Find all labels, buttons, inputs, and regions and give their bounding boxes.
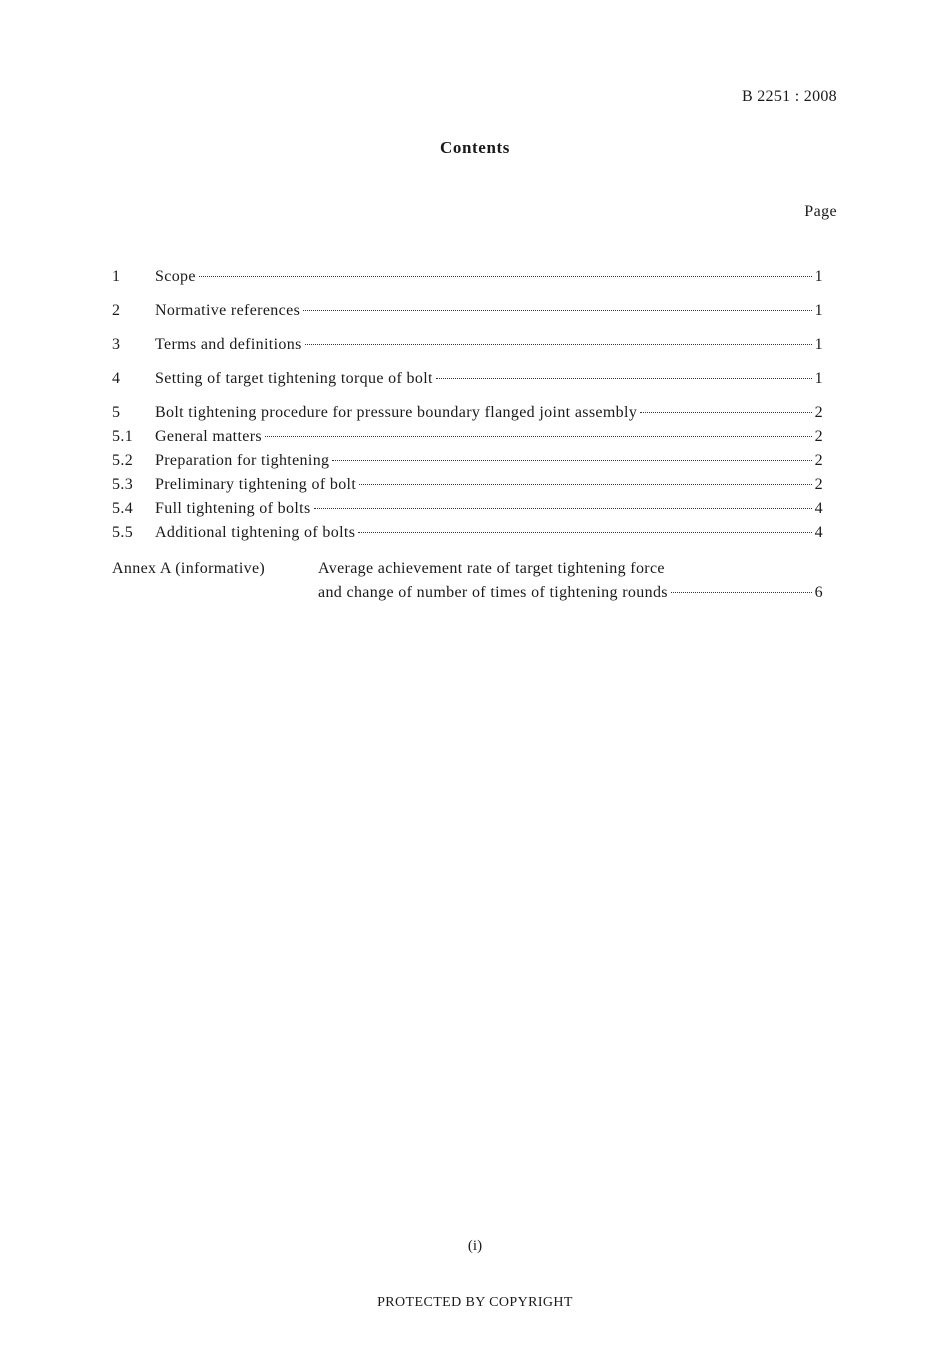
toc-page-number: 2 [814, 404, 823, 421]
footer-page-number: (i) [467, 1238, 483, 1254]
toc-section-title: General matters [155, 428, 262, 445]
toc-section-title: Setting of target tightening torque of bolt [155, 370, 433, 387]
toc-section-title: Normative references [155, 302, 301, 319]
annex-page-number: 6 [814, 584, 823, 601]
dot-leader [358, 532, 811, 533]
dot-leader [305, 344, 812, 345]
toc-page-number: 1 [814, 268, 823, 285]
toc-section-number: 5.3 [112, 476, 134, 493]
toc-section-number: 2 [112, 302, 121, 319]
toc-row[interactable] [112, 300, 823, 322]
toc-section-number: 5.5 [112, 524, 134, 541]
toc-section-title: Preparation for tightening [155, 452, 330, 469]
toc-row[interactable] [112, 334, 823, 356]
dot-leader [303, 310, 812, 311]
toc-section-title: Full tightening of bolts [155, 500, 311, 517]
toc-row[interactable] [112, 368, 823, 390]
toc-row[interactable] [112, 450, 823, 472]
dot-leader [265, 436, 812, 437]
toc-page-number: 1 [814, 336, 823, 353]
document-number: B 2251 : 2008 [741, 88, 837, 105]
dot-leader [436, 378, 812, 379]
annex-label: Annex A (informative) [112, 560, 266, 577]
toc-section-number: 5.1 [112, 428, 134, 445]
toc-section-number: 4 [112, 370, 121, 387]
annex-title-line-1: Average achievement rate of target tightening force [318, 560, 665, 577]
toc-section-title: Bolt tightening procedure for pressure boundary flanged joint assembly [155, 404, 638, 421]
toc-section-title: Terms and definitions [155, 336, 302, 353]
dot-leader [359, 484, 812, 485]
toc-row[interactable] [112, 474, 823, 496]
dot-leader [640, 412, 811, 413]
contents-heading: Contents [440, 138, 510, 157]
dot-leader [314, 508, 812, 509]
page-column-label: Page [804, 203, 837, 220]
toc-page-number: 4 [814, 524, 823, 541]
toc-section-number: 5.2 [112, 452, 134, 469]
toc-section-number: 5.4 [112, 500, 134, 517]
toc-section-number: 5 [112, 404, 121, 421]
copyright-notice: PROTECTED BY COPYRIGHT [377, 1295, 573, 1310]
toc-page-number: 1 [814, 302, 823, 319]
toc-page-number: 1 [814, 370, 823, 387]
toc-section-number: 3 [112, 336, 121, 353]
dot-leader [332, 460, 811, 461]
annex-title-line-2: and change of number of times of tightening rounds [318, 584, 668, 601]
toc-row[interactable] [112, 426, 823, 448]
toc-row[interactable] [112, 498, 823, 520]
toc-section-number: 1 [112, 268, 121, 285]
toc-page-number: 2 [814, 452, 823, 469]
dot-leader [671, 592, 812, 593]
toc-section-title: Preliminary tightening of bolt [155, 476, 357, 493]
toc-page-number: 2 [814, 476, 823, 493]
toc-section-title: Additional tightening of bolts [155, 524, 356, 541]
toc-page-number: 2 [814, 428, 823, 445]
toc-section-title: Scope [155, 268, 196, 285]
dot-leader [199, 276, 812, 277]
toc-page-number: 4 [814, 500, 823, 517]
toc-row[interactable] [112, 522, 823, 544]
toc-row[interactable] [112, 402, 823, 424]
toc-row[interactable] [112, 266, 823, 288]
